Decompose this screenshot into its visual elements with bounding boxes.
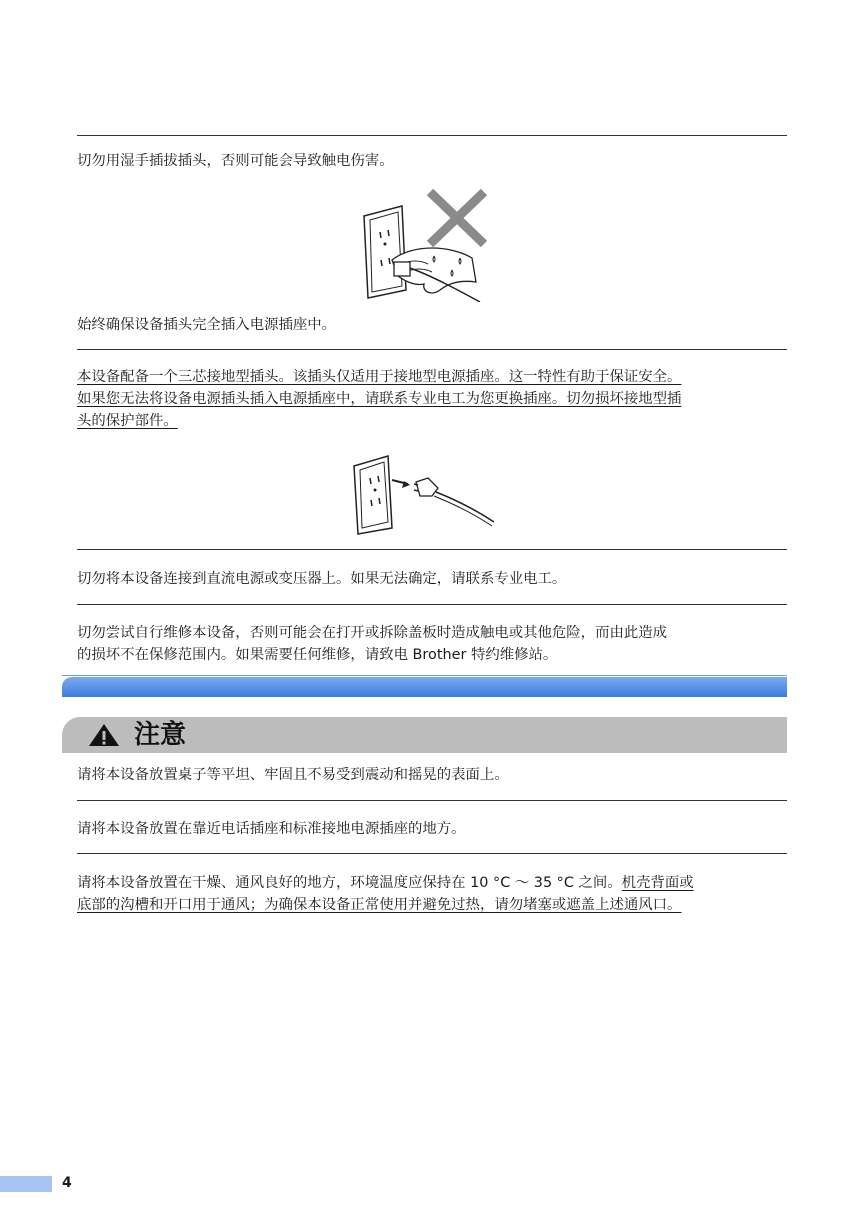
warning-item-grounded-plug: 本设备配备一个三芯接地型插头。该插头仅适用于接地型电源插座。这一特性有助于保证安全。 如果您无法将设备电源插头插入电源插座中，请联系专业电工为您更换插座。切勿损坏接地型插 头的保护部件。 [77, 369, 682, 429]
page-number: 4 [62, 1175, 72, 1191]
section-bar [62, 677, 787, 697]
warning-item-wet-hands: 切勿用湿手插拔插头，否则可能会导致触电伤害。 [77, 153, 394, 169]
divider [77, 853, 787, 854]
divider [77, 549, 787, 550]
warning-triangle-icon [88, 723, 120, 747]
divider [77, 135, 787, 136]
caution-item-ventilation: 请将本设备放置在干燥、通风良好的地方，环境温度应保持在 10 °C ～ 35 °C 之间。机壳背面或 底部的沟槽和开口用于通风；为确保本设备正常使用并避免过热，请勿堵塞或遮盖上述通风口。 [77, 875, 694, 913]
caution-item-flat-surface: 请将本设备放置桌子等平坦、牢固且不易受到震动和摇晃的表面上。 [77, 767, 509, 783]
divider [77, 604, 787, 605]
divider [77, 800, 787, 801]
warning-item-self-repair: 切勿尝试自行维修本设备，否则可能会在打开或拆除盖板时造成触电或其他危险，而由此造成 的损坏不在保修范围内。如果需要任何维修，请致电 Brother 特约维修站。 [77, 625, 668, 663]
caution-item-near-outlet: 请将本设备放置在靠近电话插座和标准接地电源插座的地方。 [77, 821, 466, 837]
page-tab [0, 1176, 52, 1192]
caution-title: 注意 [134, 720, 187, 750]
caution-header [62, 717, 787, 753]
wet-hand-plug-illustration [362, 186, 490, 302]
warning-item-plug-inserted: 始终确保设备插头完全插入电源插座中。 [77, 317, 337, 333]
divider [77, 349, 787, 350]
grounded-plug-illustration [352, 452, 496, 536]
section-bar-line [62, 675, 787, 676]
warning-item-dc-power: 切勿将本设备连接到直流电源或变压器上。如果无法确定，请联系专业电工。 [77, 571, 567, 587]
